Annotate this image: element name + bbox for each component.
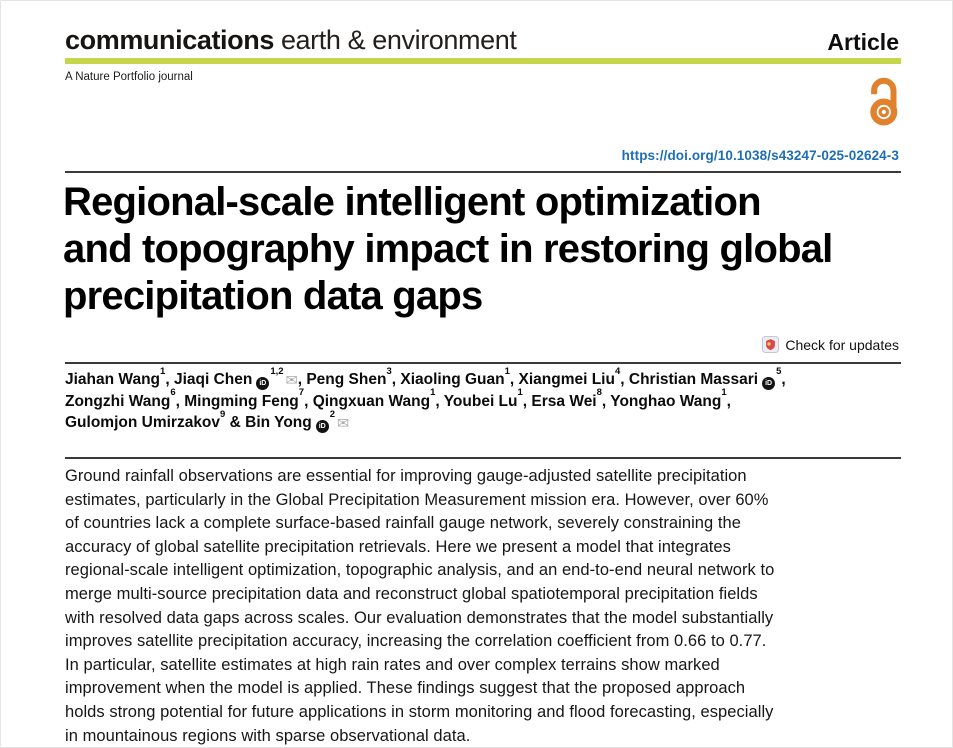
doi-link[interactable]: https://doi.org/10.1038/s43247-025-02624-3 — [621, 148, 899, 163]
author: Ersa Wei$^8$, — [531, 387, 611, 410]
crossmark-badge-icon — [762, 336, 779, 353]
check-for-updates-badge[interactable] — [762, 336, 899, 353]
check-for-updates-label: Check for updates — [785, 336, 899, 353]
author-affiliation-superscript: 9 — [220, 408, 226, 420]
author: Peng Shen$^3$, — [306, 365, 401, 388]
author-affiliation-superscript: 7 — [298, 387, 305, 399]
orcid-id-icon[interactable]: iD — [256, 377, 269, 390]
author: Zongzhi Wang$^6$, — [65, 387, 185, 410]
title-line-3: precipitation data gaps — [63, 274, 483, 318]
author-affiliation-superscript: 1 — [160, 365, 166, 377]
author: Jiaqi Chen iD$^{1,2}$✉, — [173, 365, 307, 389]
author: Bin Yong $iD^2✉$ — [245, 408, 350, 432]
author: Xiangmei Liu$^4$, — [518, 365, 629, 388]
author: Qingxuan Wang$^1$, — [312, 387, 444, 410]
article-title — [63, 179, 832, 320]
author-affiliation-superscript: 1 — [504, 365, 510, 377]
author: Youbei Lu$^1$, — [443, 387, 532, 410]
author-affiliation-superscript: 1 — [721, 387, 727, 399]
author-affiliation-superscript: 2 — [329, 408, 336, 420]
journal-wordmark — [65, 25, 516, 56]
author-affiliation-superscript: 1 — [517, 387, 523, 399]
article-type-label: Article — [827, 29, 899, 55]
journal-wordmark-light: earth & environment — [280, 25, 517, 55]
author: Jiahan Wang$^1$, — [65, 365, 174, 388]
open-access-icon — [863, 77, 905, 132]
author: Yonghao Wang$^1$, — [610, 387, 731, 410]
rule-above-abstract — [65, 457, 901, 459]
journal-tagline: A Nature Portfolio journal — [65, 71, 193, 83]
author: Gulomjon Umirzakov$^9$ & — [65, 408, 246, 431]
author-affiliation-superscript: 4 — [614, 365, 621, 377]
author-affiliation-superscript: 6 — [170, 387, 176, 399]
abstract-text: Ground rainfall observations are essential for improving gauge-adjusted satellite precipitation estimates, particularly in the Global Precipitation Measurement mission era. However, over 60% of countries lack a complete surface-based rainfall gauge network, severely constraining the accuracy of global satellite precipitation retrievals. Here we present a model that integrates regional-scale intelligent optimization, topographic analysis, and an end-to-end neural network to merge multi-source precipitation data and reconstruct global spatiotemporal precipitation fields with resolved data gaps across scales. Our evaluation demonstrates that the model substantially improves satellite precipitation accuracy, increasing the correlation coefficient from 0.66 to 0.77. In particular, satellite estimates at high rain rates and over complex terrains show marked improvement when the model is applied. These findings suggest that the proposed approach holds strong potential for future applications in storm monitoring and flood forecasting, especially in mountainous regions with sparse observational data. — [65, 467, 775, 745]
author-affiliation-superscript: 1,2 — [270, 365, 284, 377]
title-line-2: and topography impact in restoring global — [63, 227, 833, 271]
author-list — [65, 365, 901, 434]
orcid-id-icon[interactable]: iD — [316, 420, 329, 433]
author-affiliation-superscript: 8 — [596, 387, 602, 399]
author-affiliation-superscript: 5 — [776, 365, 782, 377]
journal-wordmark-bold: communications — [65, 25, 274, 55]
author: Xiaoling Guan$^1$, — [400, 365, 519, 388]
rule-above-authors — [65, 362, 901, 364]
author: Mingming Feng$^7$, — [184, 387, 313, 410]
orcid-id-icon[interactable]: iD — [762, 377, 775, 390]
journal-brand-rule — [65, 58, 901, 64]
author-affiliation-superscript: 1 — [430, 387, 436, 399]
author: Christian Massari $iD^5$, — [628, 365, 786, 388]
author-affiliation-superscript: 3 — [386, 365, 392, 377]
title-line-1: Regional-scale intelligent optimization — [63, 180, 761, 224]
rule-under-doi — [65, 171, 901, 173]
